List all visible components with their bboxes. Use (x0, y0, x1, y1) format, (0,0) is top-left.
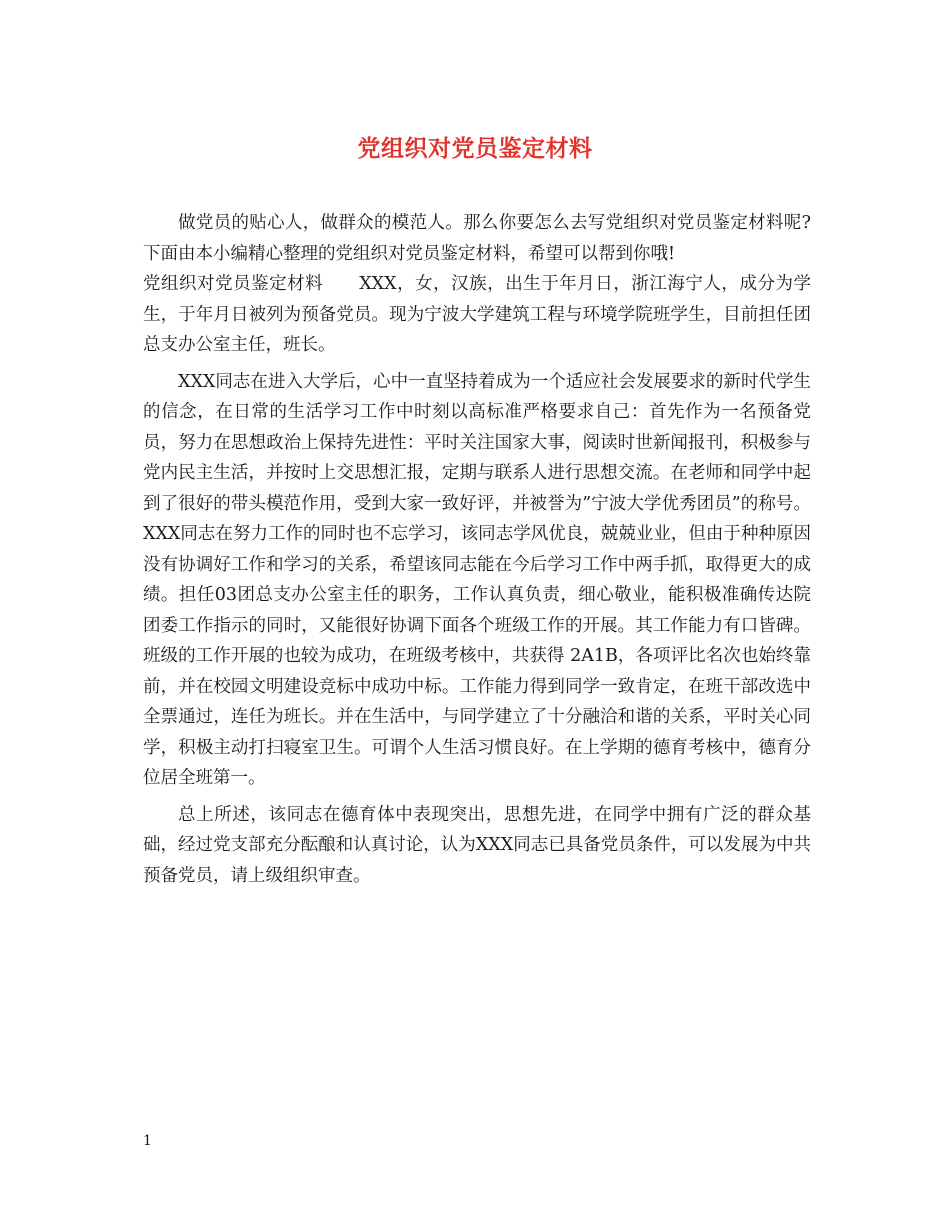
section-line-paragraph: 党组织对党员鉴定材料 XXX，女，汉族，出生于年月日，浙江海宁人，成分为学生，于年月日被列为预备党员。现为宁波大学建筑工程与环境学院班学生，目前担任团总支办公室主任，班长。 (143, 274, 811, 355)
intro-paragraph: 做党员的贴心人，做群众的模范人。那么你要怎么去写党组织对党员鉴定材料呢?下面由本小编精心整理的党组织对党员鉴定材料，希望可以帮到你哦! (143, 213, 811, 264)
document-body (143, 208, 811, 891)
document-title: 党组织对党员鉴定材料 (357, 135, 593, 162)
summary-paragraph: 总上所述，该同志在德育体中表现突出，思想先进，在同学中拥有广泛的群众基础，经过党支部充分酝酿和认真讨论，认为XXX同志已具备党员条件，可以发展为中共预备党员，请上级组织审查。 (143, 804, 811, 886)
main-paragraph: XXX同志在进入大学后，心中一直坚持着成为一个适应社会发展要求的新时代学生的信念，在日常的生活学习工作中时刻以高标准严格要求自己：首先作为一名预备党员，努力在思想政治上保持先进性：平时关注国家大事，阅读时世新闻报刊，积极参与党内民主生活，并按时上交思想汇报，定期与联系人进行思想交流。在老师和同学中起到了很好的带头模范作用，受到大家一致好评，并被誉为”宁波大学优秀团员”的称号。XXX同志在努力工作的同时也不忘学习，该同志学风优良，兢兢业业，但由于种种原因没有协调好工作和学习的关系，希望该同志能在今后学习工作中两手抓，取得更大的成绩。担任03团总支办公室主任的职务，工作认真负责，细心敬业，能积极准确传达院团委工作指示的同时，又能很好协调下面各个班级工作的开展。其工作能力有口皆碑。班级的工作开展的也较为成功，在班级考核中，共获得 2A1B，各项评比名次也始终靠前，并在校园文明建设竞标中成功中标。工作能力得到同学一致肯定，在班干部改选中全票通过，连任为班长。并在生活中，与同学建立了十分融洽和谐的关系，平时关心同学，积极主动打扫寝室卫生。可谓个人生活习惯良好。在上学期的德育考核中，德育分位居全班第一。 (143, 371, 811, 788)
page-number: 1 (143, 1133, 152, 1149)
